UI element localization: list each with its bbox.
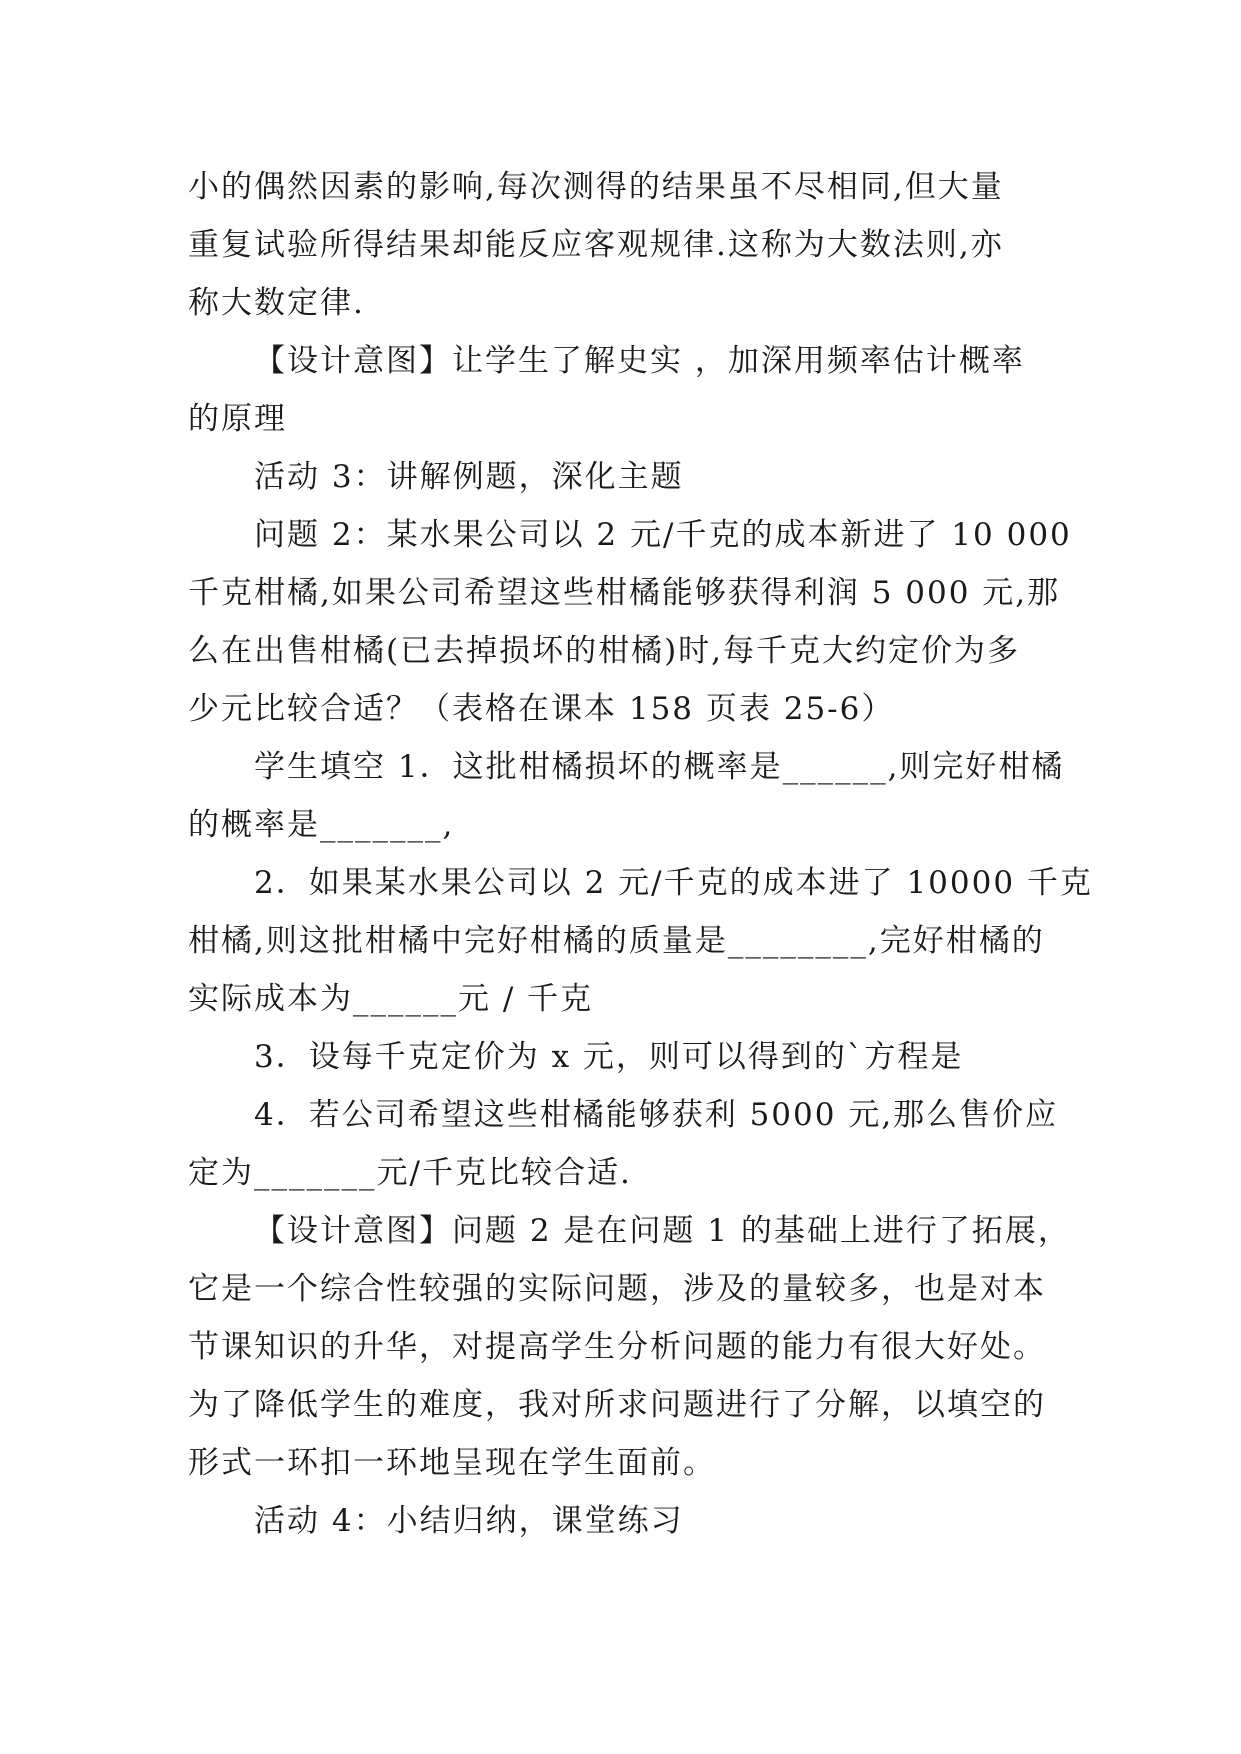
text-line-21: 节课知识的升华，对提高学生分析问题的能力有很大好处。: [188, 1329, 1046, 1365]
text-line-6: 活动 3：讲解例题，深化主题: [254, 459, 684, 495]
text-line-3: 称大数定律.: [188, 285, 365, 321]
text-line-7: 问题 2：某水果公司以 2 元/千克的成本新进了 10 000: [254, 517, 1072, 553]
text-line-22: 为了降低学生的难度，我对所求问题进行了分解，以填空的: [188, 1387, 1046, 1423]
text-line-11: 学生填空 1．这批柑橘损坏的概率是______,则完好柑橘: [254, 749, 1065, 785]
text-line-23: 形式一环扣一环地呈现在学生面前。: [188, 1445, 716, 1481]
text-line-2: 重复试验所得结果却能反应客观规律.这称为大数法则,亦: [188, 227, 1004, 263]
text-line-15: 实际成本为______元 / 千克: [188, 981, 594, 1017]
text-line-17: 4．若公司希望这些柑橘能够获利 5000 元,那么售价应: [254, 1097, 1059, 1133]
text-line-9: 么在出售柑橘(已去掉损坏的柑橘)时,每千克大约定价为多: [188, 633, 1021, 669]
text-line-24: 活动 4：小结归纳，课堂练习: [254, 1503, 684, 1539]
text-line-18: 定为_______元/千克比较合适.: [188, 1155, 632, 1191]
text-line-10: 少元比较合适？（表格在课本 158 页表 25-6）: [188, 691, 895, 727]
text-line-1: 小的偶然因素的影响,每次测得的结果虽不尽相同,但大量: [188, 169, 1004, 205]
text-line-4: 【设计意图】让学生了解史实 ，加深用频率估计概率: [254, 343, 1025, 379]
text-line-16: 3．设每千克定价为 x 元，则可以得到的`方程是: [254, 1039, 964, 1075]
text-line-19: 【设计意图】问题 2 是在问题 1 的基础上进行了拓展，: [254, 1213, 1071, 1249]
text-line-5: 的原理: [188, 401, 287, 437]
text-line-12: 的概率是_______,: [188, 807, 455, 843]
text-line-14: 柑橘,则这批柑橘中完好柑橘的质量是________,完好柑橘的: [188, 923, 1045, 959]
text-line-13: 2．如果某水果公司以 2 元/千克的成本进了 10000 千克: [254, 865, 1093, 901]
text-line-8: 千克柑橘,如果公司希望这些柑橘能够获得利润 5 000 元,那: [188, 575, 1061, 611]
body-text: [188, 158, 1093, 1550]
text-line-20: 它是一个综合性较强的实际问题，涉及的量较多，也是对本: [188, 1271, 1046, 1307]
